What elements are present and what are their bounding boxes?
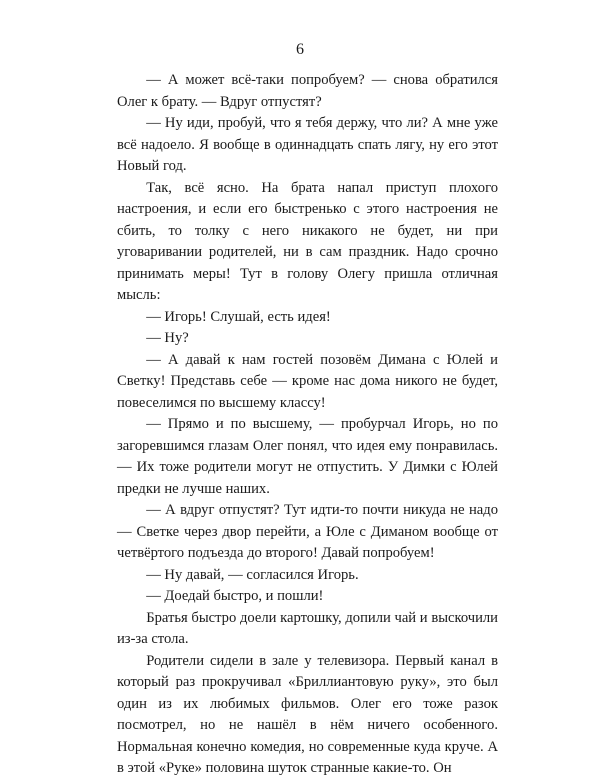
paragraph: Родители сидели в зале у телевизора. Первый канал в который раз прокручивал «Бриллиантовую руку», это был один из их любимых фильмов. Олег его тоже разок посмотрел, но не нашёл в нём ничего особенного. Нормальная конечно комедия, но современные куда круче. А в этой «Руке» половина шуток странные какие-то. Он [117,652,498,776]
paragraph: — Прямо и по высшему, — пробурчал Игорь, но по загоревшимся глазам Олег понял, что идея ему понравилась. — Их тоже родители могут не отпустить. У Димки с Юлей предки не лучше наших. [117,416,498,497]
paragraph: — Ну давай, — согласился Игорь. [146,566,359,583]
paragraph: — Игорь! Слушай, есть идея! [146,308,331,325]
page-number: 6 [296,41,304,58]
paragraph: Так, всё ясно. На брата напал приступ плохого настроения, и если его быстренько с этого настроения не сбить, то толку с него никакого не будет, ни при уговаривании родителей, ни в сам праздник. Надо срочно принимать меры! Тут в голову Олегу пришла отличная мысль: [117,179,498,303]
paragraph: — Ну? [146,330,189,346]
paragraph: — А давай к нам гостей позовём Димана с Юлей и Светку! Представь себе — кроме нас дома никого не будет, повеселимся по высшему классу! [117,351,498,411]
paragraph: — А может всё-таки попробуем? — снова обратился Олег к брату. — Вдруг отпустят? [117,72,498,110]
paragraph: — А вдруг отпустят? Тут идти-то почти никуда не надо — Светке через двор перейти, а Юле с Диманом вообще от четвёртого подъезда до второго! Давай попробуем! [117,502,498,561]
paragraph: — Ну иди, пробуй, что я тебя держу, что ли? А мне уже всё надоело. Я вообще в одиннадцать спать лягу, ну его этот Новый год. [117,115,498,174]
paragraph: — Доедай быстро, и пошли! [146,588,324,604]
paragraph: Братья быстро доели картошку, допили чай и выскочили из-за стола. [117,609,498,647]
body-text [117,70,498,780]
